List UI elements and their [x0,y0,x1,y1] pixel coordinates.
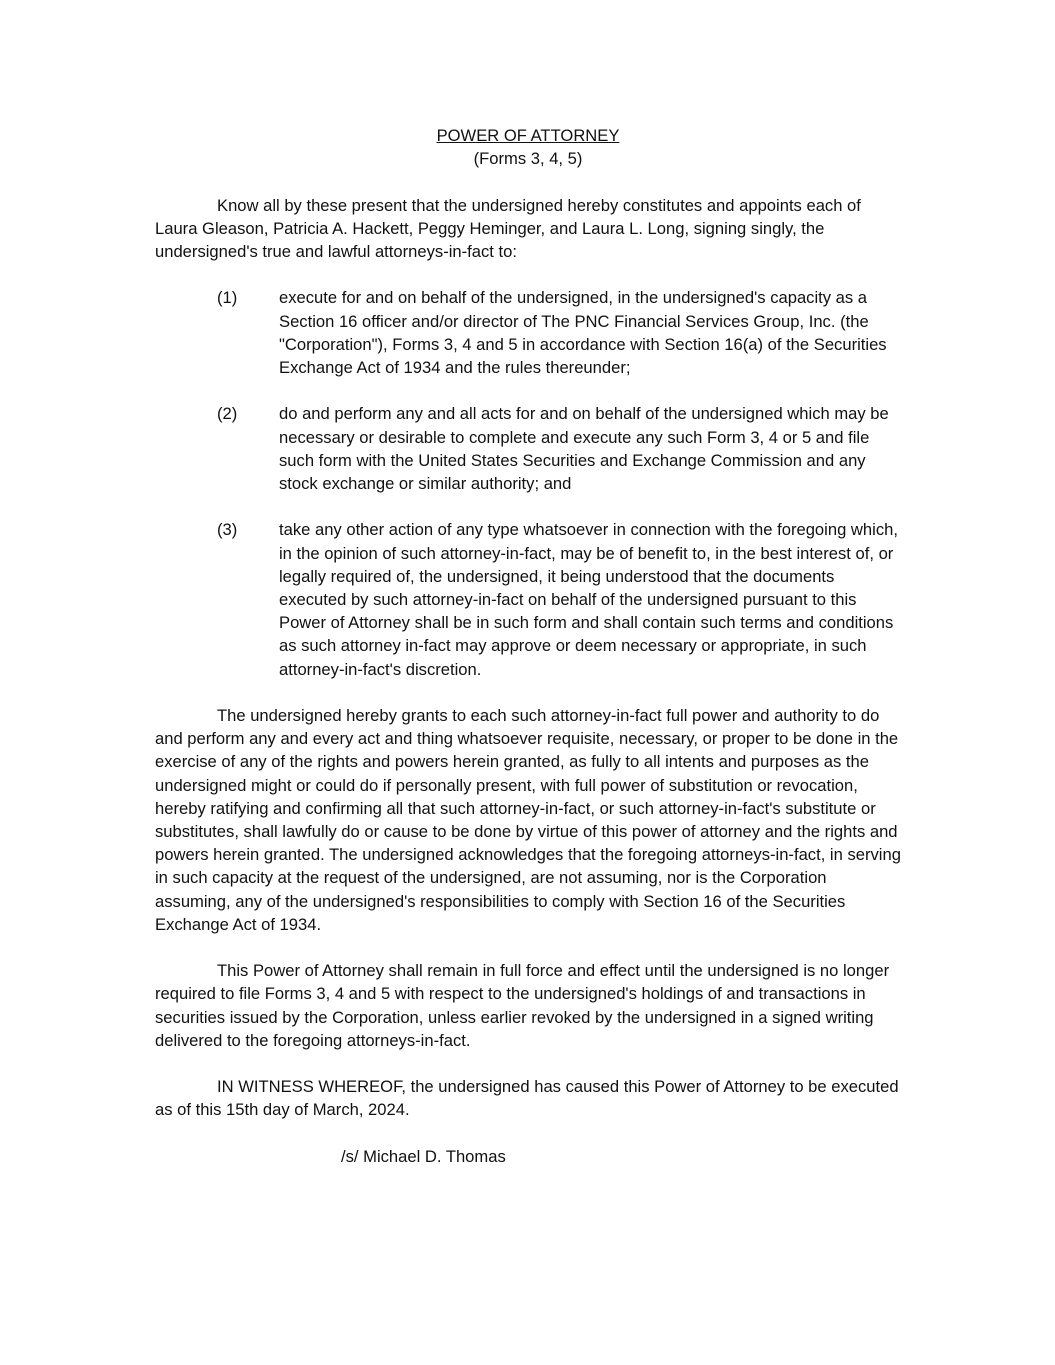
list-item [155,518,901,680]
list-item-text: take any other action of any type whatsoever in connection with the foregoing which, in the opinion of such attorney-in-fact, may be of benefit to, in the best interest of, or legally required of, the undersigned, it being understood that the documents executed by such attorney-in-fact on behalf of the undersigned pursuant to this Power of Attorney shall be in such form and shall contain such terms and conditions as such attorney in-fact may approve or deem necessary or appropriate, in such attorney-in-fact's discretion. [279,520,898,679]
list-item-number: (3) [217,520,238,540]
intro-paragraph: Know all by these present that the undersigned hereby constitutes and appoints each of Laura Gleason, Patricia A. Hackett, Peggy Heminger, and Laura L. Long, signing singly, the undersigned's true and lawful attorneys-in-fact to: [155,195,861,261]
list-item-number: (2) [217,404,238,424]
list-item-text: do and perform any and all acts for and on behalf of the undersigned which may be necessary or desirable to complete and execute any such Form 3, 4 or 5 and file such form with the United States Securities and Exchange Commission and any stock exchange or similar authority; and [279,404,889,493]
list-item [155,402,901,495]
list-item-text: execute for and on behalf of the undersigned, in the undersigned's capacity as a Section 16 officer and/or director of The PNC Financial Services Group, Inc. (the "Corporation"), Forms 3, 4 and 5 in accordance with Section 16(a) of the Securities Exchange Act of 1934 and the rules thereunder; [279,288,887,377]
list-item-number: (1) [217,288,238,308]
grant-paragraph: The undersigned hereby grants to each such attorney-in-fact full power and authority to do and perform any and every act and thing whatsoever requisite, necessary, or proper to be done in the exercise of any of the rights and powers herein granted, as fully to all intents and purposes as the undersigned might or could do if personally present, with full power of substitution or revocation, hereby ratifying and confirming all that such attorney-in-fact, or such attorney-in-fact's substitute or substitutes, shall lawfully do or cause to be done by virtue of this power of attorney and the rights and powers herein granted. The undersigned acknowledges that the foregoing attorneys-in-fact, in serving in such capacity at the request of the undersigned, are not assuming, nor is the Corporation assuming, any of the undersigned's responsibilities to comply with Section 16 of the Securities Exchange Act of 1934. [155,706,901,934]
duration-paragraph: This Power of Attorney shall remain in full force and effect until the undersigned is no longer required to file Forms 3, 4 and 5 with respect to the undersigned's holdings of and transactions in securities issued by the Corporation, unless earlier revoked by the undersigned in a signed writing delivered to the foregoing attorneys-in-fact. [155,961,890,1050]
witness-paragraph: IN WITNESS WHEREOF, the undersigned has caused this Power of Attorney to be executed as of this 15th day of March, 2024. [155,1077,899,1120]
signature-line: /s/ Michael D. Thomas [341,1146,506,1166]
document-heading [155,124,901,170]
list-item [155,286,901,379]
document-title: POWER OF ATTORNEY [436,126,620,145]
document-subtitle: (Forms 3, 4, 5) [473,149,583,169]
powers-list [155,286,901,680]
document-body [155,124,901,1168]
